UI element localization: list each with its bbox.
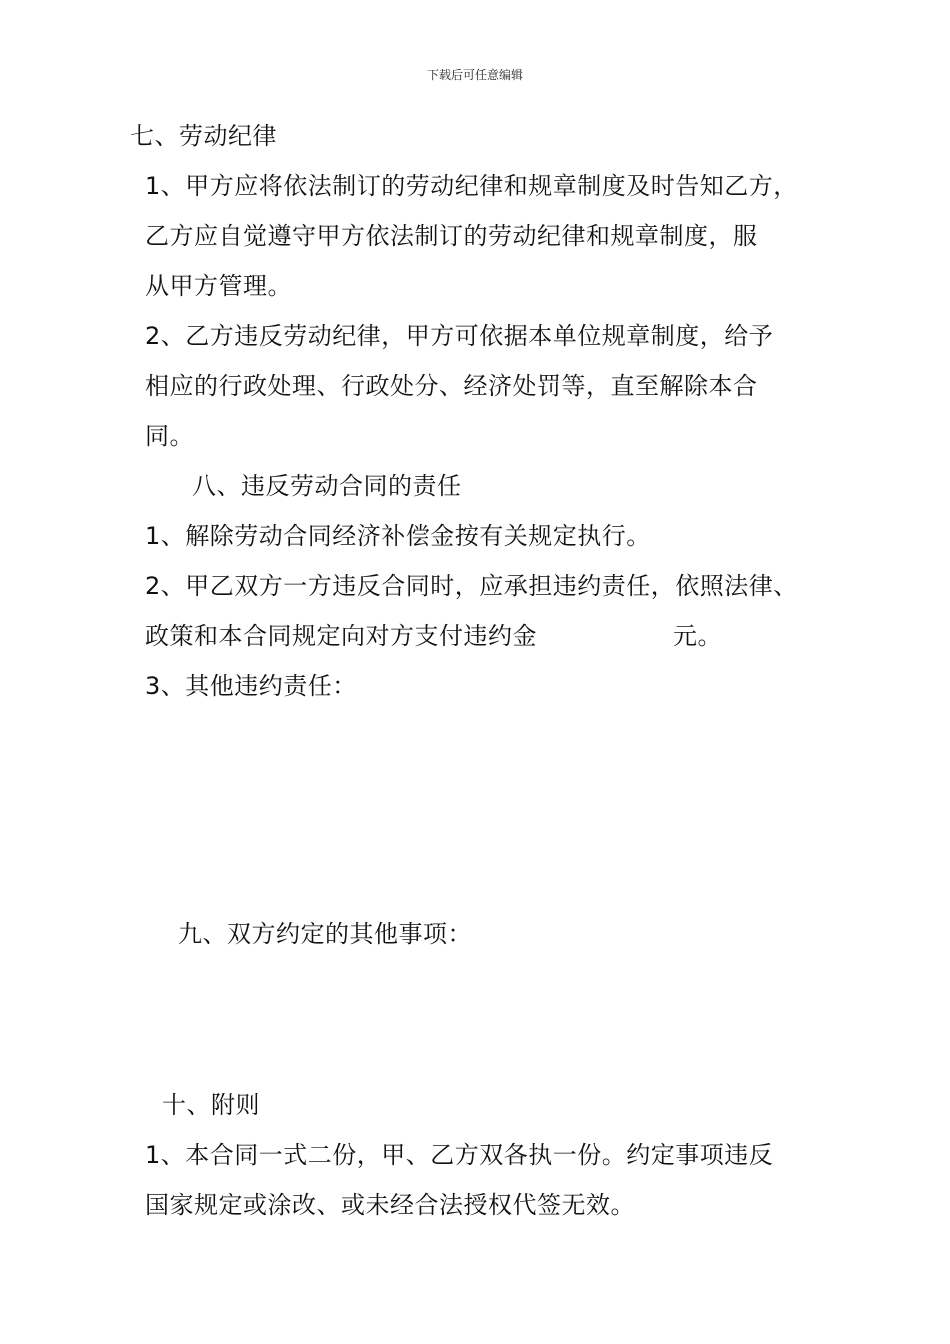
section-7-title: 七、劳动纪律 [130,122,277,150]
section-10-item-1-line-1: 1、本合同一式二份，甲、乙方双各执一份。约定事项违反 [145,1141,774,1169]
section-8-item-1: 1、解除劳动合同经济补偿金按有关规定执行。 [145,522,651,550]
section-7-item-2-line-1: 2、乙方违反劳动纪律，甲方可依据本单位规章制度，给予 [145,322,774,350]
section-10-item-1-line-2: 国家规定或涂改、或未经合法授权代签无效。 [145,1191,635,1219]
section-7-item-2-line-2: 相应的行政处理、行政处分、经济处罚等，直至解除本合 [145,372,758,400]
section-9-title: 九、双方约定的其他事项： [178,920,472,948]
section-7-item-2-line-3: 同。 [145,422,194,450]
page-header: 下载后可任意编辑 [426,68,523,82]
penalty-text-after: 元。 [673,622,722,650]
section-10-title: 十、附则 [162,1091,260,1119]
section-7-item-1-line-2: 乙方应自觉遵守甲方依法制订的劳动纪律和规章制度，服 [145,222,758,250]
section-8-item-3: 3、其他违约责任： [145,672,357,700]
section-7-item-1-line-1: 1、甲方应将依法制订的劳动纪律和规章制度及时告知乙方， [145,172,798,200]
section-7-item-1-line-3: 从甲方管理。 [145,272,292,300]
penalty-text-before: 政策和本合同规定向对方支付违约金 [145,622,537,650]
section-8-item-2-line-2 [145,620,722,652]
section-8-item-2-line-1: 2、甲乙双方一方违反合同时，应承担违约责任，依照法律、 [145,572,798,600]
section-8-title: 八、违反劳动合同的责任 [192,472,462,500]
